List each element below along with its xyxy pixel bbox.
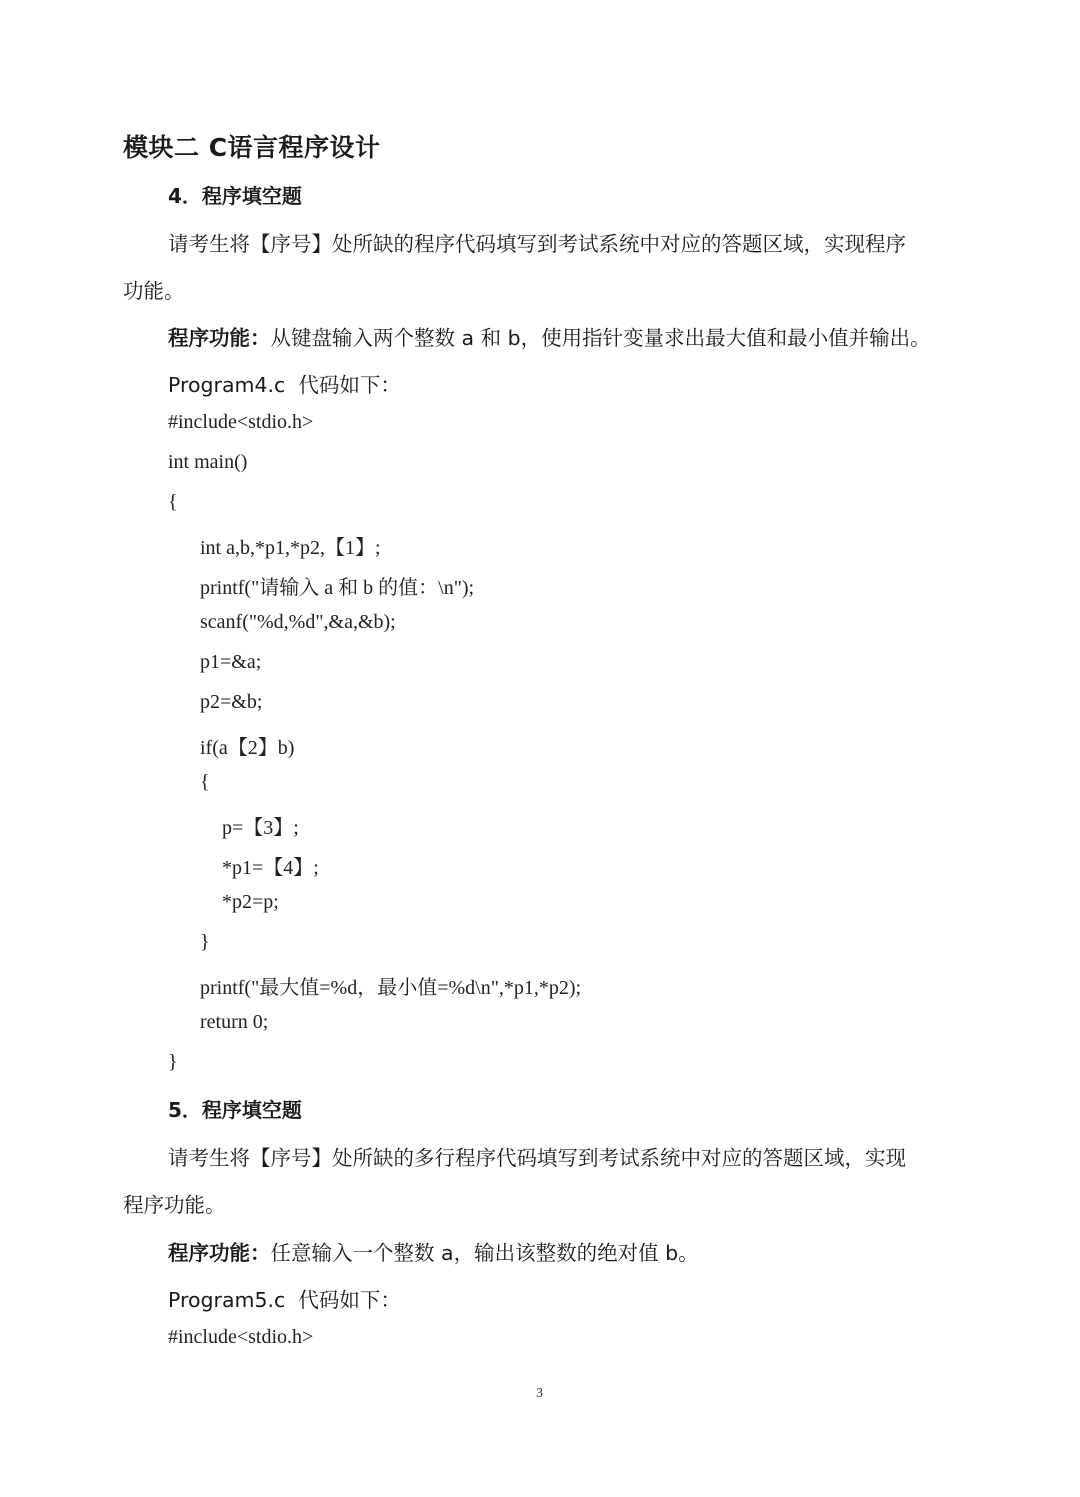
code-line: printf("请输入 a 和 b 的值：\n"); [200,577,475,599]
code-line: p1=&a; [200,651,262,673]
q4-code-intro: Program4.c 代码如下： [168,373,401,397]
q4-instruction-line2: 功能。 [123,279,185,303]
code-line: } [200,931,210,953]
code-line: int main() [168,451,248,473]
q4-instruction-line1: 请考生将【序号】处所缺的程序代码填写到考试系统中对应的答题区域，实现程序 [168,232,906,256]
q4-function-text: 从键盘输入两个整数 a 和 b，使用指针变量求出最大值和最小值并输出。 [270,326,931,350]
q5-instruction-line1: 请考生将【序号】处所缺的多行程序代码填写到考试系统中对应的答题区域，实现 [168,1146,906,1170]
code-line: } [168,1051,178,1073]
code-line: p2=&b; [200,691,263,713]
code-line: p=【3】; [222,817,299,839]
code-line: if(a【2】b) [200,737,295,759]
code-line: printf("最大值=%d，最小值=%d\n",*p1,*p2); [200,977,582,999]
code-line: #include<stdio.h> [168,411,314,433]
code-line: return 0; [200,1011,269,1033]
module-title: 模块二 C语言程序设计 [123,133,381,162]
code-line: *p1=【4】; [222,857,319,879]
code-line: { [168,491,178,513]
code-line: { [200,771,210,793]
q4-function-label: 程序功能： [168,326,271,350]
code-line: int a,b,*p1,*p2,【1】; [200,537,381,559]
code-line: scanf("%d,%d",&a,&b); [200,611,396,633]
q5-code-intro: Program5.c 代码如下： [168,1288,401,1312]
code-line: #include<stdio.h> [168,1326,314,1348]
page-number: 3 [536,1386,543,1401]
code-line: *p2=p; [222,891,279,913]
q4-function-description [168,321,931,351]
q5-function-text: 任意输入一个整数 a，输出该整数的绝对值 b。 [270,1241,699,1265]
q5-instruction-line2: 程序功能。 [123,1193,226,1217]
q4-heading: 4．程序填空题 [168,184,302,208]
q5-function-label: 程序功能： [168,1241,271,1265]
q5-function-description [168,1236,699,1266]
q5-heading: 5．程序填空题 [168,1098,302,1122]
